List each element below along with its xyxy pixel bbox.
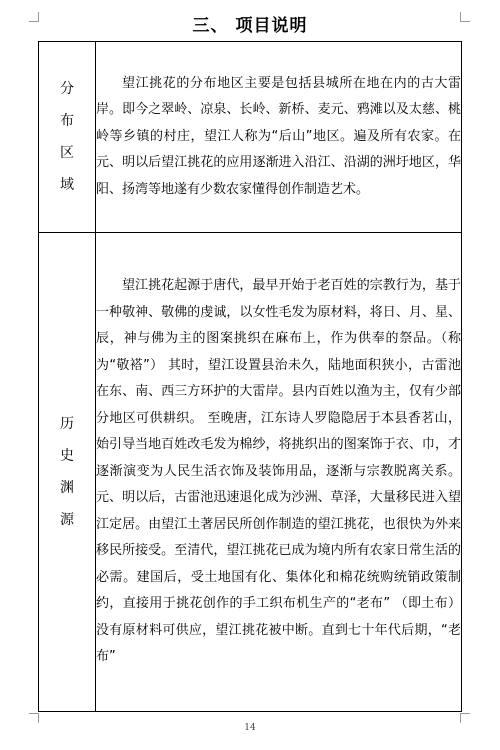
crop-mark-bottom-left: [29, 713, 39, 723]
row-label-history-origin: [39, 233, 96, 712]
crop-mark-bottom-right: [460, 713, 470, 723]
section-heading: 三、 项目说明: [192, 16, 308, 36]
row-label-distribution-area: [39, 42, 96, 233]
label-char: 史: [60, 448, 74, 464]
paragraph-distribution-area: 望江挑花的分布地区主要是包括县城所在地在内的古大雷岸。即今之翠岭、凉泉、长岭、新桥、麦元、鸦滩以及太慈、桃岭等乡镇的村庄，望江人称为“后山”地区。遍及所有农家。在元、明以后望江挑花的应用逐渐进入沿江、沿湖的洲圩地区，华阳、扬湾等地遂有少数农家懂得创作制造艺术。: [96, 75, 461, 197]
label-char: 历: [60, 416, 74, 432]
label-char: 源: [60, 512, 74, 528]
label-char: 区: [60, 145, 74, 161]
label-char: 渊: [60, 480, 74, 496]
page-number: 14: [244, 723, 256, 733]
row-content-history-origin: [96, 233, 462, 712]
project-description-table: [38, 41, 462, 712]
label-char: 布: [60, 113, 74, 129]
table-row-history-origin: [39, 233, 462, 712]
label-char: 域: [60, 177, 74, 193]
label-char: 分: [60, 81, 74, 97]
table-row-distribution-area: [39, 42, 462, 233]
paragraph-history-origin: 望江挑花起源于唐代，最早开始于老百姓的宗教行为，基于一种敬神、敬佛的虔诚，以女性毛发为原材料，将日、月、星、辰，神与佛为主的图案挑织在麻布上，作为供奉的祭品。（称为“敬褡”） 其时，望江设置县治未久，陆地面积狭小，古雷池在东、南、西三方环护的大雷岸。县内百姓以渔为主，仅有少部分地区可供耕织。 至晚唐，江东诗人罗隐隐居于本县香茗山，始引导当地百姓改毛发为棉纱，将挑织出的图案饰于衣、巾，才逐渐演变为人民生活衣饰及装饰用品，逐渐与宗教脱离关系。元、明以后，古雷池迅速退化成为沙洲、草泽，大量移民进入望江定居。由望江土著居民所创作制造的望江挑花，也很快为外来移民所接受。至清代，望江挑花已成为境内所有农家日常生活的必需。建国后，受土地国有化、集体化和棉花统购统销政策制约，直接用于挑花创作的手工织布机生产的“老布” （即土布）没有原材料可供应，望江挑花被中断。直到七十年代后期，“老布”: [96, 278, 461, 665]
row-content-distribution-area: [96, 42, 462, 233]
